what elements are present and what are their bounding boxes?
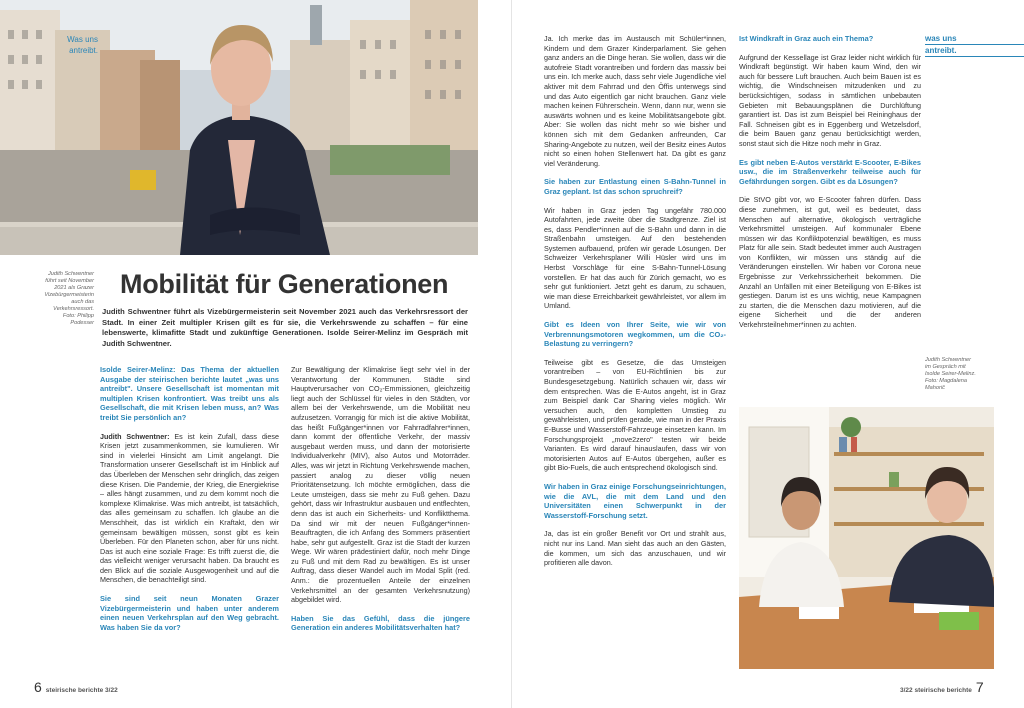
question-7: Ist Windkraft in Graz auch ein Thema? [739,34,874,43]
footer-label-left: steirische berichte 3/22 [45,687,118,694]
page-number-left: 6 [34,679,42,695]
header-tag-line-2: antreibt. [925,45,1024,57]
answer-2: Zur Bewältigung der Klimakrise liegt sehr viel in der Verantwortung der Kommunen. Städte sind Hauptverursacher von CO₂-Emmissionen, gleichzeitig liegt auch der Schlüssel für vieles in den Städten, vor allem bei der Verkehrswende, um die Mobilität neu aufzusetzen. Vorrangig für mich ist die aktive Mobilität, das heißt Fußgänger*innen vor Fahrradfahrer*innen, dann kommt der öffentliche Verkehr, der massiv ausgebaut werden muss, und dann der motorisierte Individualverkehr (MIV), also Autos und Motorräder. Alles, was wir jetzt in Richtung Verkehrswende machen, passiert analog zu dieser völlig neuen Prioritätensetzung. Ich möchte ermöglichen, dass die Leute umsteigen, dass sie mehr zu Fuß gehen. Dazu gehört, dass wir Infrastruktur ausbauen und entflechten, denn das ist auch ein Sicherheits- und Konfliktthema. Da sind wir mit der neuen Fußgänger*innen-Beauftragten, die ich Anfang des Sommers präsentiert habe, sehr gut aufgestellt. Graz ist die Stadt der kurzen Wege. Wir wären prädestiniert dafür, noch mehr Dinge zu Fuß und mit dem Rad zu bewältigen. Es ist unser Auftrag, dass dieser Wandel auch im Modal Split (red. Anm.: die prozentuellen Anteile der einzelnen Verkehrsmittel an der gesamten Verkehrsnutzung) abgebildet wird. [291,365,470,605]
header-tag-line-1: was uns [925,33,1024,45]
left-column-2 [291,365,470,680]
question-8: Es gibt neben E-Autos verstärkt E-Scooter, E-Bikes usw., die im Straßenverkehr teilweise auch für Gefährdungen sorgen. Gibt es da Lösungen? [739,157,921,186]
article-title: Mobilität für Generationen [120,269,449,299]
answer-5: Teilweise gibt es Gesetze, die das Umsteigen vorantreiben – von EU-Richtlinien bis zur Bundesgesetzgebung. Natürlich schauen wir, dass wir dem entsprechen. Was die E-Autos angeht, ist in Graz zum Beispiel dank Car Sharing vieles möglich. Wir versuchen auch, den kompletten Umstieg zu gewährleisten, und prüfen gerade, wie man in der Praxis E-Busse und Wasserstoff-Fahrzeuge einsetzen kann. Im Forschungsprojekt „move2zero" testen wir beide Varianten. Es wird darauf hinauslaufen, dass wir von motorisierten Autos auf E-Autos übergehen, außer es gibt Bio-Fuels, die auch entsprechend ökologisch sind. [544,357,726,473]
left-footer [34,679,118,693]
right-footer [900,679,984,693]
question-5: Gibt es Ideen von Ihrer Seite, wie wir von Verbrennungsmotoren wegkommen, um die CO₂-Belastung zu verringern? [544,320,726,349]
answer-text: Es ist kein Zufall, dass diese Krisen jetzt zusammenkommen, sie kumulieren. Wir sind in vielerlei Hinsicht am Limit angelangt. Die Transformation unserer Gesellschaft ist im Hinblick auf das Überleben der Menschen sehr dringlich, das zeigen diese Krisen. Die Pandemie, der Krieg, die Energiekrise – alles hängt zusammen, und zu dem kommt noch die komplexe Klimakrise. Was mich antreibt, ist tatsächlich, das alles gemeinsam zu schaffen. Ich glaube an die Menschheit, das ist wirklich ein Kraftakt, den wir gemeinsam bewältigen müssen, sonst gibt es kein Überleben. Für den Planeten schon, aber für uns nicht. Das ist auch eine soziale Frage: Es trifft zuerst die, die das vielleicht weniger verursacht haben. Da braucht es den Blick auf die soziale Ausgewogenheit und auf die Menschen, die benachteiligt sind. [100,431,279,585]
right-column-1 [544,34,726,670]
header-tag-line-1: Was uns [67,35,98,44]
caption-line: Foto: Philipp [62,313,94,319]
right-header-tag [925,33,1024,57]
caption-line: Foto: Magdalena [925,378,967,384]
office-interview-photo [739,407,994,669]
answer-8: Die StVO gibt vor, wo E-Scooter fahren dürfen. Dass diese zunehmen, ist gut, weil es bedeutet, dass Menschen auf alternative, ökologisch verträgliche Verkehrsmittel umsteigen. Auf kommunaler Ebene müssen wir das Konfliktpotenzial bewältigen, es muss Platz für alle sein. Stadt bedeutet immer auch Austragen von Konflikten, wir müssen uns ständig auf die Veränderungen einstellen. Wir haben vor Corona neue Ergebnisse zur Verkehrssicherheit bekommen. Die Anzahl an Unfällen mit einer Beteiligung von E-Bikes ist gestiegen. Darum ist es uns wichtig, neue Kampagnen zu starten, die die Menschen dazu motivieren, auf die eigene Sicherheit und die der anderen Verkehrsteilnehmer*innen zu achten. [739,195,921,330]
interview-photo [739,407,994,669]
caption-line: im Gespräch mit [925,364,966,370]
article-lead: Judith Schwentner führt als Vizebürgermeisterin seit November 2021 auch das Verkehrsressort der Stadt. In einer Zeit multipler Krisen gilt es für sie, die Verkehrswende zu schaffen – für eine lebenswerte, klimafitte Stadt und zukünftige Generationen. Isolde Seirer-Melinz im Gespräch mit Judith Schwentner. [102,307,468,348]
caption-line: Podesser [70,320,94,326]
answer-4: Wir haben in Graz jeden Tag ungefähr 780.000 Autofahrten, jede zweite über die Stadtgrenze. Ziel ist es, dass Pendler*innen auf die S-Bahn und dann in die Straßenbahn umsteigen. Auf den bestehenden Systemen aufbauend, prüfen wir gerade Lösungen. Der Schweizer Verkehrsplaner Willi Hüsler wird uns im Herbst Vorschläge für eine S-Bahn-Tunnel-Lösung vorstellen. Er hat das auch für Zürich gemacht, wo es sehr gut funktioniert. Jetzt geht es darum, zu schauen, wie man diese Erreichbarkeit gewährleistet, vor allem im Umland. [544,205,726,311]
right-column-2 [739,34,921,399]
page-gutter [511,0,512,708]
caption-line: auch das [71,299,94,305]
answer-speaker: Judith Schwentner: [100,431,170,441]
caption-line: Judith Schwentner [925,357,972,363]
question-2: Sie sind seit neun Monaten Grazer Vizebürgermeisterin und haben unter anderem einen neuen Verkehrsplan auf den Weg gebracht. Was haben Sie da vor? [100,594,279,632]
question-4: Sie haben zur Entlastung einen S-Bahn-Tunnel in Graz geplant. Ist das schon spruchreif? [544,177,726,196]
answer-7: Aufgrund der Kessellage ist Graz leider nicht wirklich für Windkraft begünstigt. Wir haben kaum Wind, den wir auch für bessere Luft brauchen. Auch beim Bauen ist es wichtig, die Windschneisen mitzudenken und zu berücksichtigen, sodass in sämtlichen unbebauten Gebieten mit Bebauungsplänen die Durchlüftung garantiert ist. Das ist zum Beispiel bei Reininghaus der Fall. Schneisen gibt es in Eggenberg und Wetzelsdorf, die beim Bauen ganz genau berücksichtigt werden, sonst staut sich die Hitze noch mehr in Graz. [739,52,921,148]
left-header-tag [52,34,98,56]
question-1: Isolde Seirer-Melinz: Das Thema der aktuellen Ausgabe der steirischen berichte lautet „was uns antreibt". Unsere Gesellschaft ist momentan mit multiplen Krisen konfrontiert. Was treibt uns als Gesellschaft, die mit Krisen leben muss, an? Was treibt Sie persönlich an? [100,365,279,422]
right-photo-caption [925,357,995,392]
caption-line: Isolde Seirer-Melinz. [925,371,976,377]
caption-line: Verkehrsressort. [53,306,94,312]
left-photo-caption [20,271,94,327]
question-3: Haben Sie das Gefühl, dass die jüngere Generation ein anderes Mobilitätsverhalten hat? [291,613,470,633]
answer-6: Ja, das ist ein großer Benefit vor Ort und strahlt aus, nicht nur ins Land. Man sieht das auch an den Gästen, die kommen, um sich das anzuschauen, und wir profitieren alle davon. [544,529,726,568]
question-6: Wir haben in Graz einige Forschungseinrichtungen, wie die AVL, die mit dem Land und den Universitäten einen Schwerpunkt in der Wasserstoff-Forschung setzt. [544,481,726,520]
answer-1 [100,432,279,586]
footer-label-right: 3/22 steirische berichte [900,687,972,694]
caption-line: 2021 als Grazer [54,285,94,291]
caption-line: führt seit November [45,278,94,284]
page-number-right: 7 [975,679,984,695]
caption-line: Mahorič [925,385,945,391]
caption-line: Vizebürgermeisterin [44,292,94,298]
header-tag-line-2: antreibt. [69,46,98,55]
answer-3: Ja. Ich merke das im Austausch mit Schüler*innen, Kindern und dem Grazer Kinderparlament. Sie gehen ganz anders an die Dinge heran. Sie wollen, dass wir die autofreie Stadt vorantreiben und fordern das massiv bei uns ein. Ich merke auch, dass sehr viele Jugendliche viel aktiver mit dem Fahrrad und den Öffis unterwegs sind und das Auto eigentlich gar nicht brauchen. Ganz viele machen keinen Führerschein. Wenn, dann nur, wenn sie auswärts wohnen und es keine Mobilitätsangebote gibt. Aber: Sie wollen das nicht mehr so wie bisher und können sich mit dem Gedanken anfreunden, Car Sharing-Angebote zu nutzen, weil der Besitz eines Autos nicht so einen hohen Stellenwert hat. Da gibt es ganz viel Veränderung. [544,34,726,168]
caption-line: Judith Schwentner [47,271,94,277]
left-column-1 [100,365,279,680]
